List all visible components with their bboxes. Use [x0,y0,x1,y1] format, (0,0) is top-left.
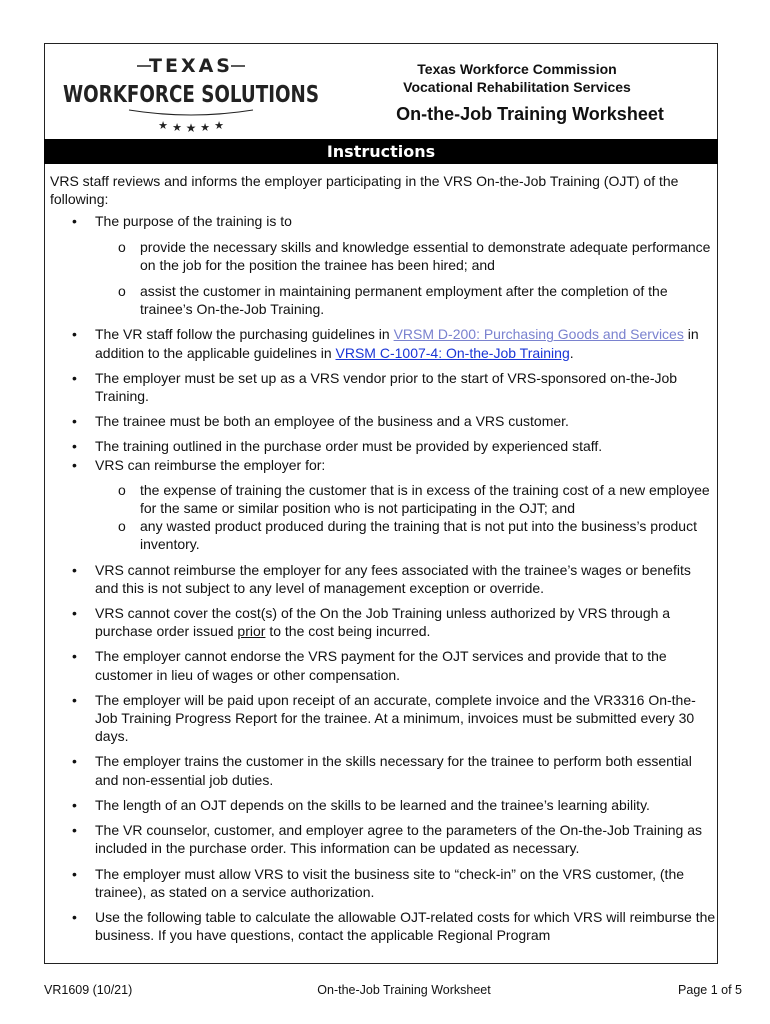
list-item [50,369,717,405]
instructions-list [50,212,717,944]
page-number: Page 1 of 5 [678,983,742,997]
bullet-text: VRS can reimburse the employer for: [95,456,326,473]
svg-text:★: ★ [158,120,168,132]
page-frame [44,43,718,964]
sub-list [95,238,717,319]
sub-bullet-icon: o [118,518,126,535]
list-item [50,604,717,640]
sub-list-item [95,282,717,318]
list-item [50,456,717,554]
bullet-icon: • [72,438,77,455]
texas-workforce-solutions-logo [59,52,323,135]
logo-main-text: WORKFORCE SOLUTIONS [63,82,319,108]
bullet-text: The purpose of the training is to [95,213,292,230]
bullet-text: The training outlined in the purchase order must be provided by experienced staff. [95,438,603,455]
sub-bullet-icon: o [118,283,126,300]
sub-bullet-text: any wasted product produced during the training that is not put into the business’s product inventory. [140,518,697,553]
bullet-text: The employer cannot endorse the VRS payment for the OJT services and provide that to the customer in lieu of wages or other compensation. [95,648,667,683]
underlined-word: prior [237,623,266,640]
bullet-icon: • [72,822,77,839]
bullet-icon: • [72,908,77,925]
sub-bullet-text: provide the necessary skills and knowledge essential to demonstrate adequate performance on the job for the position the trainee has been hired; and [140,238,711,273]
bullet-text: The VR counselor, customer, and employer agree to the parameters of the On-the-Job Training as included in the purchase order. This information can be updated as necessary. [95,822,702,857]
bullet-icon: • [72,413,77,430]
organization-name [367,60,667,96]
bullet-text: Use the following table to calculate the allowable OJT-related costs for which VRS will reimburse the business. If you have questions, contact the applicable Regional Program [95,908,716,944]
header [45,44,717,139]
bullet-text: The employer will be paid upon receipt of an accurate, complete invoice and the VR3316 On-the-Job Training Progress Report for the trainee. At a minimum, invoices must be submitted every 30 days. [95,691,696,745]
bullet-text-post: to the cost being incurred. [265,623,431,640]
list-item [50,691,717,746]
document-title: On-the-Job Training Worksheet [396,104,664,124]
bullet-icon: • [72,561,77,578]
bullet-icon: • [72,648,77,665]
bullet-icon: • [72,605,77,622]
list-item [50,437,717,455]
sub-bullet-text: assist the customer in maintaining permanent employment after the completion of the trainee’s On-the-Job Training. [140,283,668,318]
bullet-icon: • [72,865,77,882]
bullet-text: The trainee must be both an employee of the business and a VRS customer. [95,413,569,430]
bullet-icon: • [72,213,77,230]
logo-texas-text: TEXAS [149,55,233,77]
sub-list-item [95,238,717,274]
bullet-icon: • [72,326,77,343]
intro-paragraph: VRS staff reviews and informs the employer participating in the VRS On-the-Job Training (OJT) of the following: [50,173,679,208]
sub-list [95,481,717,554]
bullet-text: The employer trains the customer in the skills necessary for the trainee to perform both essential and non-essential job duties. [95,753,692,788]
svg-text:★: ★ [185,121,197,135]
bullet-text: The length of an OJT depends on the skills to be learned and the trainee’s learning ability. [95,796,650,813]
list-item [50,325,717,361]
bullet-text: The employer must allow VRS to visit the business site to “check-in” on the VRS customer, (the trainee), as stated on a service authorization. [95,865,685,900]
logo-stars-icon [158,120,224,135]
svg-text:★: ★ [200,122,210,134]
bullet-text: VRS cannot reimburse the employer for any fees associated with the trainee’s wages or benefits and this is not subject to any level of management exception or override. [95,561,691,596]
list-item [50,821,717,857]
instructions-body [45,164,717,944]
bullet-icon: • [72,456,77,473]
org-line-2: Vocational Rehabilitation Services [403,79,631,95]
bullet-icon: • [72,753,77,770]
bullet-icon: • [72,796,77,813]
bullet-text: The employer must be set up as a VRS vendor prior to the start of VRS-sponsored on-the-Job Training. [95,369,678,405]
bullet-text-post: . [569,344,574,361]
list-item [50,752,717,788]
vrsm-c1007-4-link[interactable]: VRSM C-1007-4: On-the-Job Training [335,344,570,361]
sub-list-item [95,481,717,517]
list-item [50,796,717,814]
bullet-text-pre: The VR staff follow the purchasing guidelines in [95,326,394,343]
list-item [50,561,717,597]
bullet-text-mid: in addition to the applicable guidelines in [95,326,699,361]
bullet-icon: • [72,691,77,708]
list-item [50,412,717,430]
list-item [50,212,717,318]
sub-bullet-icon: o [118,238,126,255]
bullet-icon: • [72,369,77,386]
svg-text:★: ★ [172,122,182,134]
form-id: VR1609 (10/21) [44,983,133,997]
svg-text:★: ★ [214,120,224,132]
footer-title: On-the-Job Training Worksheet [317,983,491,997]
sub-bullet-icon: o [118,481,126,498]
vrsm-d200-link[interactable]: VRSM D-200: Purchasing Goods and Services [393,326,684,343]
list-item [50,908,717,944]
sub-bullet-text: the expense of training the customer that is in excess of the training cost of a new employee for the same or similar position who is not participating in the OJT; and [140,481,710,517]
list-item [50,865,717,901]
list-item [50,647,717,683]
bullet-text-pre: VRS cannot cover the cost(s) of the On the Job Training unless authorized by VRS through a purchase order issued [95,605,671,640]
sub-list-item [95,517,717,553]
instructions-heading: Instructions [44,139,718,164]
org-line-1: Texas Workforce Commission [417,61,617,77]
